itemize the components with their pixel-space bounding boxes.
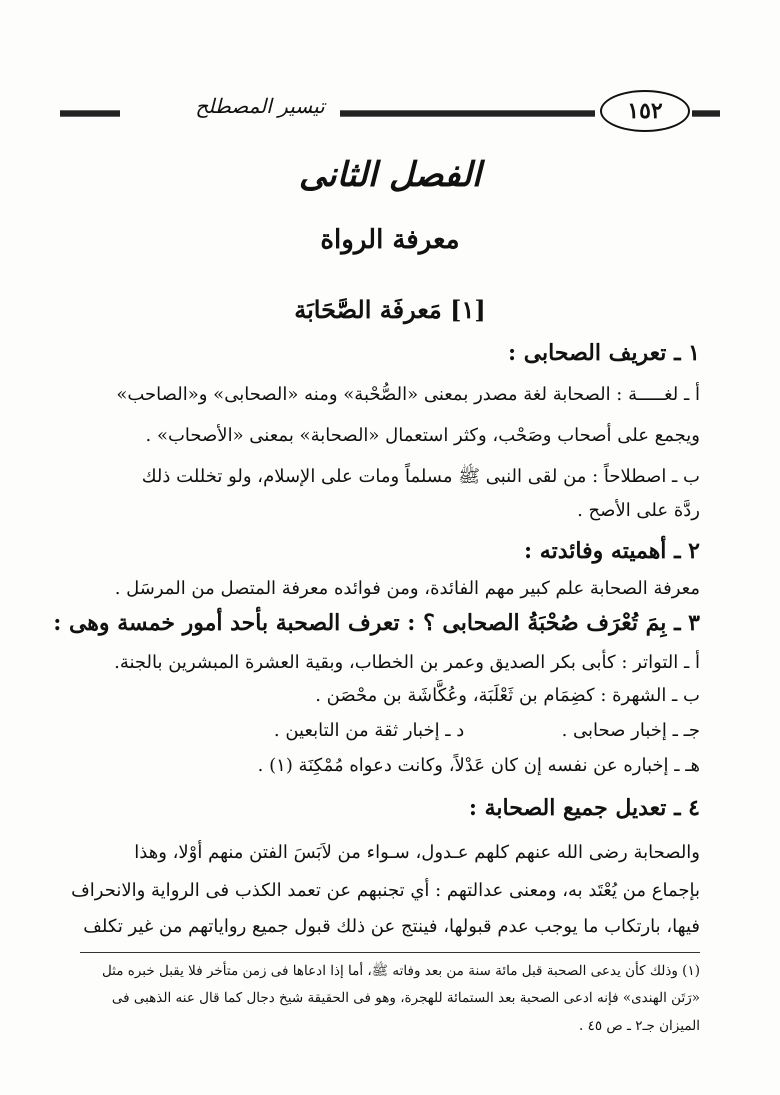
heading-importance: ٢ ـ أهميته وفائدته : — [524, 538, 700, 564]
footnote-line: (١) وذلك كأن يدعى الصحبة قبل مائة سنة من بعد وفاته ﷺ، أما إذا ادعاها فى زمن متأخر فلا يقبل خبره مثل — [101, 963, 700, 979]
list-item: هـ ـ إخباره عن نفسه إن كان عَدْلاً، وكانت دعواه مُمْكِنَة (١) . — [257, 755, 700, 776]
chapter-title: الفصل الثانى — [298, 155, 482, 195]
body-line: ب ـ اصطلاحاً : من لقى النبى ﷺ مسلماً ومات على الإسلام، ولو تخللت ذلك — [141, 466, 700, 487]
page-number: ١٥٢ — [600, 90, 690, 132]
section-title: [١] مَعرفَة الصَّحَابَة — [294, 295, 486, 324]
running-header — [60, 90, 720, 130]
body-line: ويجمع على أصحاب وصَحْب، وكثر استعمال «الصحابة» بمعنى «الأصحاب» . — [145, 425, 700, 446]
heading-probity: ٤ ـ تعديل جميع الصحابة : — [468, 795, 700, 821]
body-line: أ ـ لغـــــة : الصحابة لغة مصدر بمعنى «الصُّحْبة» ومنه «الصحابى» و«الصاحب» — [116, 384, 700, 405]
body-line: بإجماع من يُعْتَد به، ومعنى عدالتهم : أي تجنبهم عن تعمد الكذب فى الرواية والانحراف — [71, 880, 700, 901]
body-line: والصحابة رضى الله عنهم كلهم عـدول، سـواء من لاَبَسَ الفتن منهم أوْلا، وهذا — [134, 842, 700, 863]
list-item: أ ـ التواتر : كأبى بكر الصديق وعمر بن الخطاب، وبقية العشرة المبشرين بالجنة. — [114, 652, 700, 673]
header-rule-right — [692, 110, 720, 117]
heading-definition: ١ ـ تعريف الصحابى : — [507, 340, 700, 366]
footnote-line: «رَتَن الهندى» فإنه ادعى الصحبة بعد الستمائة للهجرة، وهو فى الحقيقة شيخ دجال كما قال عنه الذهبى فى — [111, 990, 700, 1006]
header-rule-left — [60, 110, 120, 117]
running-title: تيسير المصطلح — [195, 94, 325, 118]
body-line: فيها، بارتكاب ما يوجب عدم قبولها، فينتج عن ذلك قبول جميع رواياتهم من غير تكلف — [83, 916, 700, 937]
body-line: ردَّة على الأصح . — [577, 500, 700, 521]
heading-how-known: ٣ ـ بِمَ تُعْرَف صُحْبَةُ الصحابى ؟ : تعرف الصحبة بأحد أمور خمسة وهى : — [53, 610, 700, 636]
header-rule-middle — [340, 110, 595, 117]
body-line: معرفة الصحابة علم كبير مهم الفائدة، ومن فوائده معرفة المتصل من المرسَل . — [114, 578, 700, 599]
footnote-line: الميزان جـ٢ ـ ص ٤٥ . — [579, 1018, 700, 1034]
list-item: ب ـ الشهرة : كضِمَام بن ثَعْلَبَة، وعُكَّاشَة بن محْصَن . — [315, 685, 700, 706]
list-item: جـ ـ إخبار صحابى . د ـ إخبار ثقة من التابعين . — [273, 720, 700, 741]
footnote-rule — [80, 952, 700, 953]
chapter-subtitle: معرفة الرواة — [320, 225, 460, 255]
